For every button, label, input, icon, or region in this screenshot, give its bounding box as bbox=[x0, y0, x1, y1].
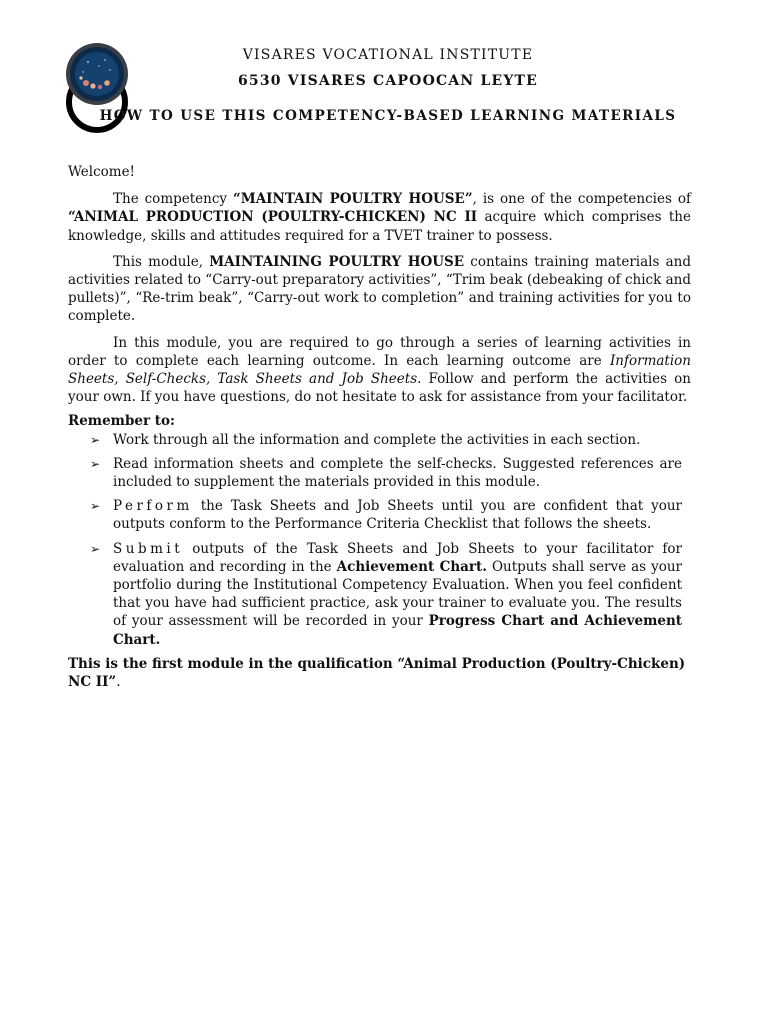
text-span: This is the first module in the qualification “Animal Production (Poultry-Chicken) NC II” bbox=[68, 655, 686, 691]
document-body bbox=[68, 163, 691, 691]
module-name: MAINTAINING POULTRY HOUSE bbox=[209, 253, 465, 270]
arrow-bullet-icon: ➢ bbox=[90, 499, 101, 514]
paragraph-activities bbox=[68, 334, 691, 407]
arrow-bullet-icon: ➢ bbox=[90, 541, 101, 556]
text-span: contains training materials and activities related to “Carry-out preparatory activities”, “Trim beak (debeaking of chick and pullets)”, “Re-trim beak”, “Carry-out work to completion” and training activities for you to complete. bbox=[68, 253, 692, 325]
institute-address: 6530 VISARES CAPOOCAN LEYTE bbox=[237, 73, 539, 89]
text-span: the Task Sheets and Job Sheets until you are confident that your outputs conform to the Performance Criteria Checklist that follows the sheets. bbox=[113, 498, 682, 533]
text-span: , is one of the competencies of bbox=[472, 191, 691, 208]
text-span: Outputs shall serve as your portfolio during the Institutional Competency Evaluation. When you feel confident that you have had sufficient practice, ask your trainer to evaluate you. The results of your assessment will be recorded in your bbox=[113, 558, 682, 630]
page-title: HOW TO USE THIS COMPETENCY-BASED LEARNING MATERIALS bbox=[99, 108, 677, 124]
closing-statement bbox=[68, 655, 691, 691]
remember-heading: Remember to: bbox=[68, 413, 176, 430]
achievement-chart-label: Achievement Chart. bbox=[336, 558, 487, 575]
welcome-text: Welcome! bbox=[68, 164, 135, 180]
text-span: Read information sheets and complete the self-checks. Suggested references are included to supplement the materials provided in this module. bbox=[113, 455, 682, 491]
text-span: outputs of the Task Sheets and Job Sheets to your facilitator for evaluation and recording in the bbox=[113, 540, 682, 575]
list-item bbox=[68, 431, 691, 449]
institute-name: VISARES VOCATIONAL INSTITUTE bbox=[242, 47, 534, 63]
qualification-name: “ANIMAL PRODUCTION (POULTRY-CHICKEN) NC II bbox=[68, 209, 478, 226]
text-span: . Follow and perform the activities on your own. If you have questions, do not hesitate to ask for assistance from your facilitator. bbox=[68, 371, 691, 406]
paragraph-module bbox=[68, 253, 691, 326]
text-span: This module, bbox=[113, 253, 210, 270]
text-span: Perform bbox=[113, 498, 193, 515]
progress-chart-label: Progress Chart and Achievement Chart. bbox=[113, 613, 683, 648]
text-span: acquire which comprises the knowledge, skills and attitudes required for a TVET trainer to possess. bbox=[68, 209, 691, 244]
competency-name: “MAINTAIN POULTRY HOUSE” bbox=[232, 191, 473, 208]
arrow-bullet-icon: ➢ bbox=[90, 456, 101, 471]
text-span: The competency bbox=[113, 191, 233, 208]
text-span: Submit bbox=[113, 540, 184, 557]
sheet-types: Information Sheets, Self-Checks, Task Sheets and Job Sheets bbox=[68, 352, 691, 388]
list-item bbox=[68, 497, 691, 533]
text-span: . bbox=[116, 674, 121, 691]
reminder-list bbox=[68, 431, 691, 649]
arrow-bullet-icon: ➢ bbox=[90, 432, 101, 447]
paragraph-competency bbox=[68, 190, 691, 245]
text-span: In this module, you are required to go through a series of learning activities in order to complete each learning outcome. In each learning outcome are bbox=[68, 334, 691, 369]
list-item bbox=[68, 455, 691, 491]
text-span: Work through all the information and complete the activities in each section. bbox=[113, 431, 641, 448]
list-item bbox=[68, 540, 691, 649]
